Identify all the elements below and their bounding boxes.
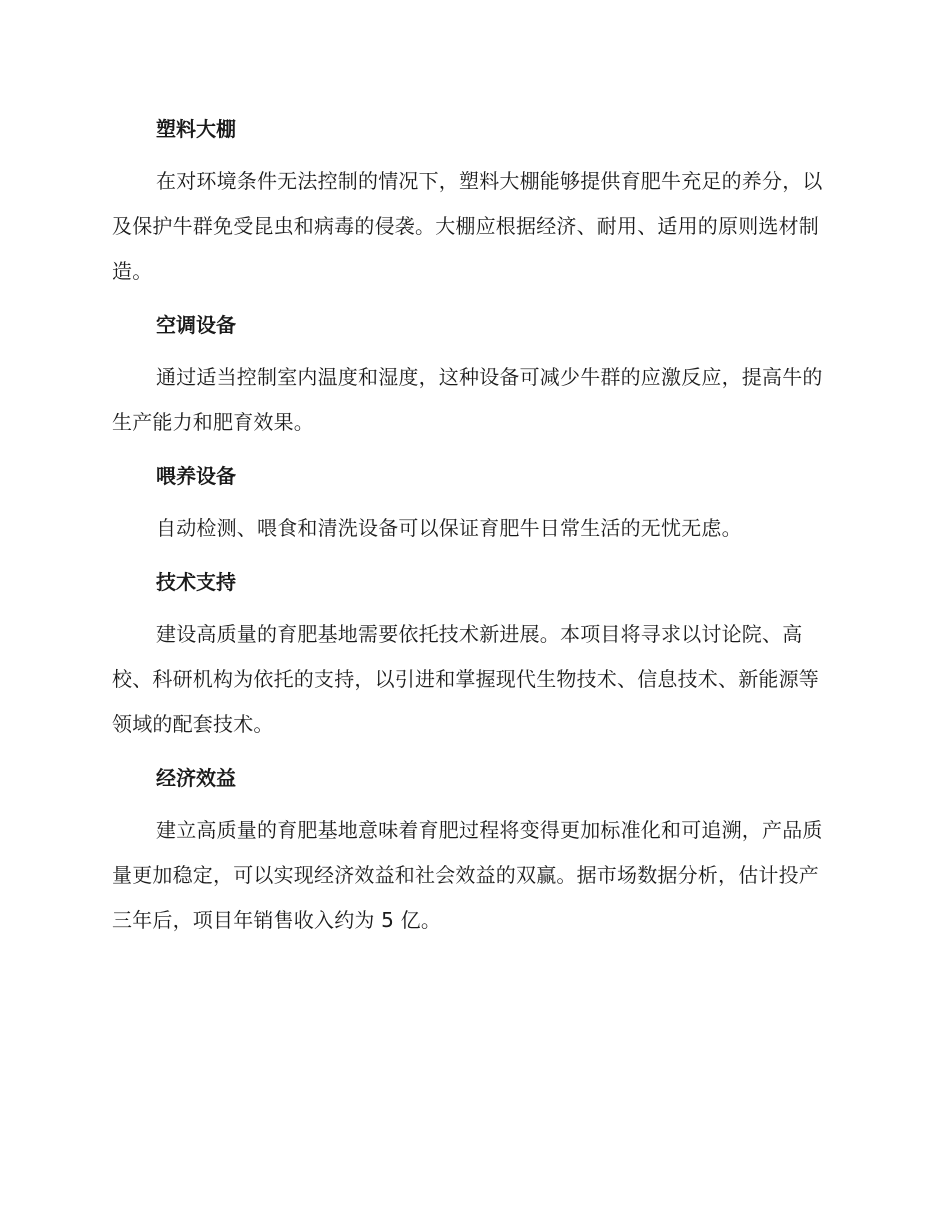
section-air-conditioning	[112, 308, 832, 445]
section-heading: 塑料大棚	[156, 117, 236, 141]
section-feeding-equipment	[112, 459, 832, 551]
section-heading: 空调设备	[156, 313, 236, 337]
document-page	[112, 112, 832, 957]
section-heading: 经济效益	[156, 766, 236, 790]
section-paragraph: 建设高质量的育肥基地需要依托技术新进展。本项目将寻求以讨论院、高校、科研机构为依托的支持，以引进和掌握现代生物技术、信息技术、新能源等领域的配套技术。	[112, 622, 819, 736]
section-paragraph: 在对环境条件无法控制的情况下，塑料大棚能够提供育肥牛充足的养分，以及保护牛群免受昆虫和病毒的侵袭。大棚应根据经济、耐用、适用的原则选材制造。	[112, 169, 823, 283]
section-heading: 喂养设备	[156, 464, 236, 488]
section-economic-benefits	[112, 761, 832, 943]
section-paragraph: 建立高质量的育肥基地意味着育肥过程将变得更加标准化和可追溯，产品质量更加稳定，可以实现经济效益和社会效益的双赢。据市场数据分析，估计投产三年后，项目年销售收入约为 5 亿。	[112, 818, 823, 932]
section-greenhouse	[112, 112, 832, 294]
section-technical-support	[112, 565, 832, 747]
section-paragraph: 自动检测、喂食和清洗设备可以保证育肥牛日常生活的无忧无虑。	[156, 516, 742, 540]
section-paragraph: 通过适当控制室内温度和湿度，这种设备可减少牛群的应激反应，提高牛的生产能力和肥育效果。	[112, 365, 823, 434]
section-heading: 技术支持	[156, 570, 236, 594]
